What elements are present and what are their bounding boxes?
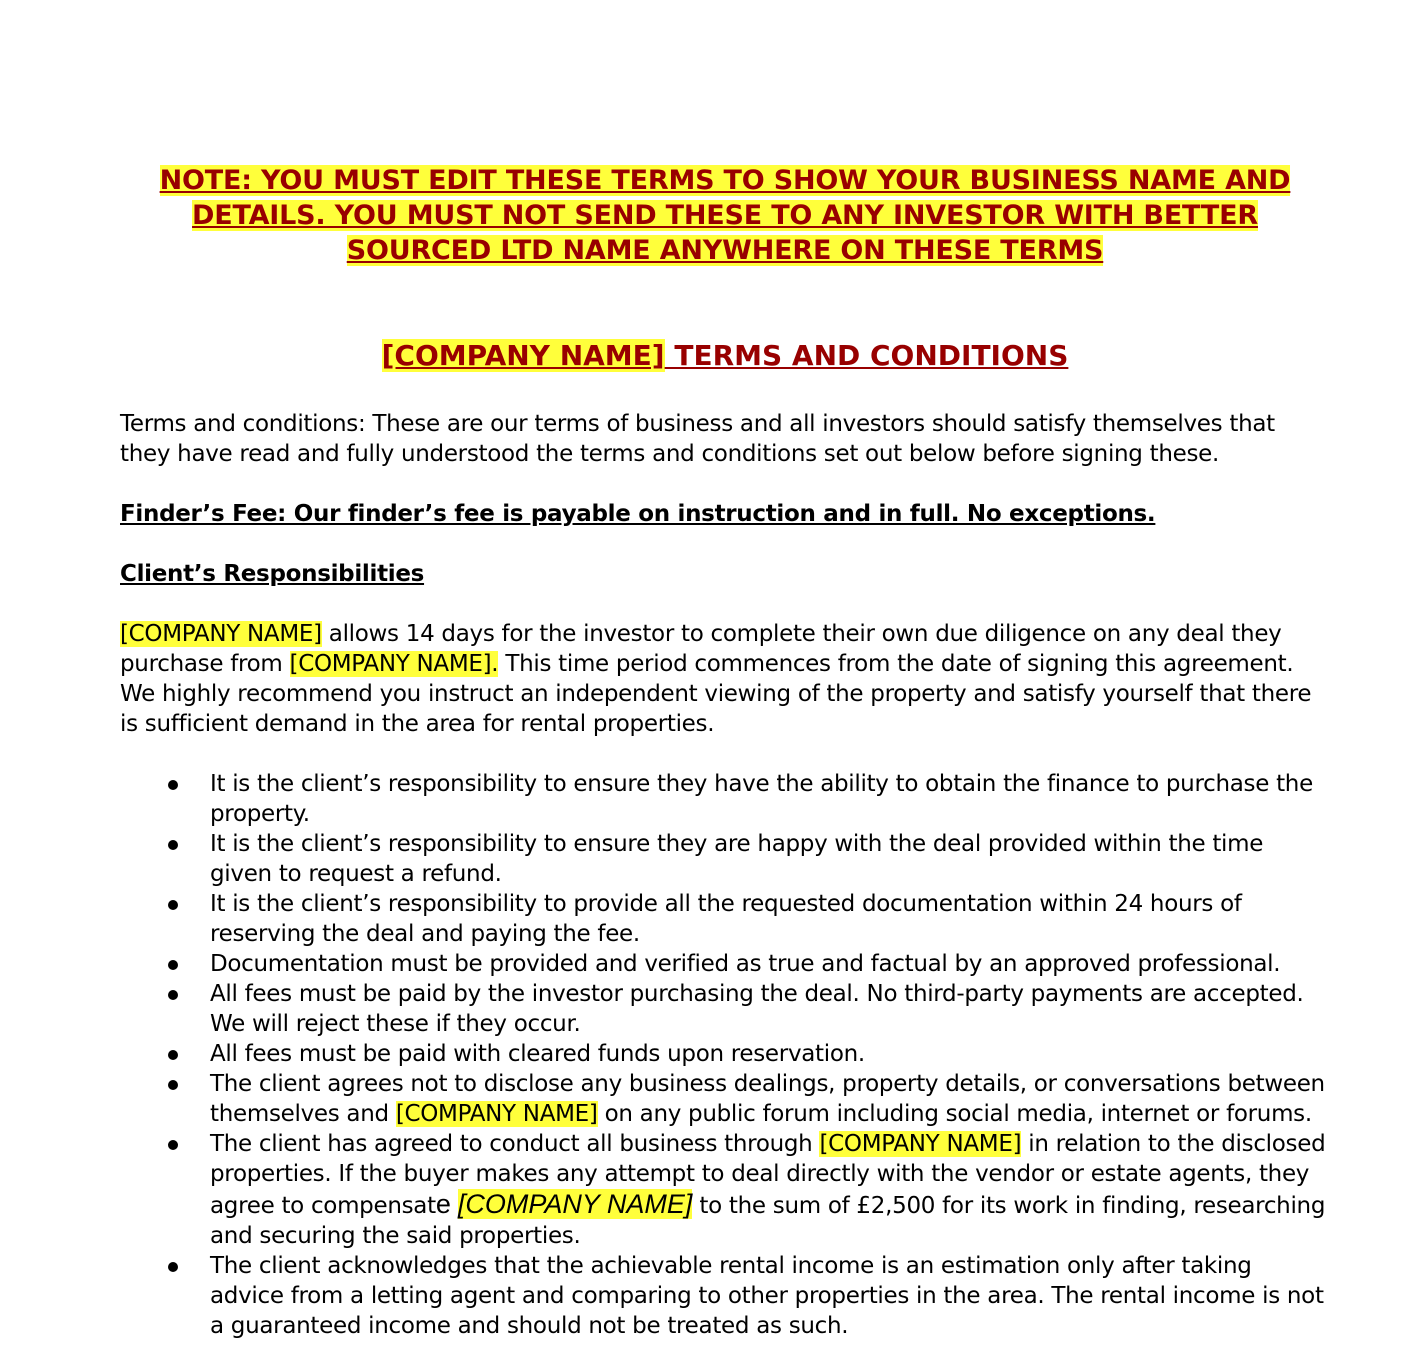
list-item [120,1039,1330,1069]
list-item [120,949,1330,979]
bullet-icon [168,960,178,970]
bullet-icon [168,1080,178,1090]
list-item-text: in relation to the disclosed properties. If the buyer makes any attempt to deal directly with the vendor or estate agents, they agree to compensat [210,1131,1326,1219]
bullet-icon [168,900,178,910]
list-item-text: All fees must be paid with cleared funds upon reservation. [210,1041,865,1067]
document-title [120,336,1330,376]
bullet-icon [168,990,178,1000]
bullet-icon [168,1262,178,1272]
intro-paragraph: Terms and conditions: These are our terms of business and all investors should satisfy themselves that they have read and fully understood the terms and conditions set out below before signing these. [120,411,1275,467]
responsibilities-list [120,769,1330,1341]
list-item-text: It is the client’s responsibility to provide all the requested documentation within 24 hours of reserving the deal and paying the fee. [210,891,1242,947]
list-item [120,1129,1330,1251]
list-item [120,1069,1330,1129]
list-item-text: It is the client’s responsibility to ensure they are happy with the deal provided within the time given to request a refund. [210,831,1264,887]
list-item-text: All fees must be paid by the investor purchasing the deal. No third-party payments are accepted. We will reject these if they occur. [210,981,1304,1037]
company-placeholder: [COMPANY NAME] [819,1131,1022,1157]
list-item-text: to the sum of £2,500 for its work in finding, researching and securing the said properties. [210,1193,1326,1249]
title-company-placeholder: [COMPANY NAME] [381,339,665,372]
list-item [120,889,1330,949]
list-item [120,1251,1330,1341]
paragraph-text: This time period commences from the date of signing this agreement. We highly recommend you instruct an independent viewing of the property and satisfy yourself that there is sufficient demand in the area for rental properties. [120,651,1312,737]
list-item-text: The client agrees not to disclose any business dealings, property details, or conversations between themselves and [210,1071,1325,1127]
finders-fee-heading: Finder’s Fee: Our finder’s fee is payable on instruction and in full. No exceptions. [120,501,1156,527]
paragraph-text: allows 14 days for the investor to complete their own due diligence on any deal they purchase from [120,621,1282,677]
list-item-text: on any public forum including social media, internet or forums. [597,1101,1312,1127]
company-placeholder: [COMPANY NAME]. [289,651,499,677]
responsibilities-paragraph [120,619,1330,739]
note-line-1: NOTE: YOU MUST EDIT THESE TERMS TO SHOW YOUR BUSINESS NAME AND [159,165,1291,196]
bullet-icon [168,1050,178,1060]
bullet-icon [168,780,178,790]
list-item [120,769,1330,829]
note-line-3: SOURCED LTD NAME ANYWHERE ON THESE TERMS [346,235,1104,266]
company-placeholder-italic: [COMPANY NAME] [457,1189,693,1219]
list-item-text: The client acknowledges that the achievable rental income is an estimation only after taking advice from a letting agent and comparing to other properties in the area. The rental income is not a guaranteed income and should not be treated as such. [210,1253,1324,1339]
company-placeholder: [COMPANY NAME] [395,1101,598,1127]
edit-warning-note [120,163,1330,268]
list-item-text: Documentation must be provided and verified as true and factual by an approved professional. [210,951,1281,977]
list-item-text: e [435,1189,451,1219]
company-placeholder: [COMPANY NAME] [120,621,322,647]
list-item [120,979,1330,1039]
bullet-icon [168,840,178,850]
title-text: TERMS AND CONDITIONS [664,339,1069,372]
list-item-text: It is the client’s responsibility to ensure they have the ability to obtain the finance to purchase the property. [210,771,1313,827]
bullet-icon [168,1140,178,1150]
responsibilities-heading: Client’s Responsibilities [120,561,425,587]
list-item [120,829,1330,889]
note-line-2: DETAILS. YOU MUST NOT SEND THESE TO ANY INVESTOR WITH BETTER [192,200,1258,231]
list-item-text: The client has agreed to conduct all business through [210,1131,820,1157]
